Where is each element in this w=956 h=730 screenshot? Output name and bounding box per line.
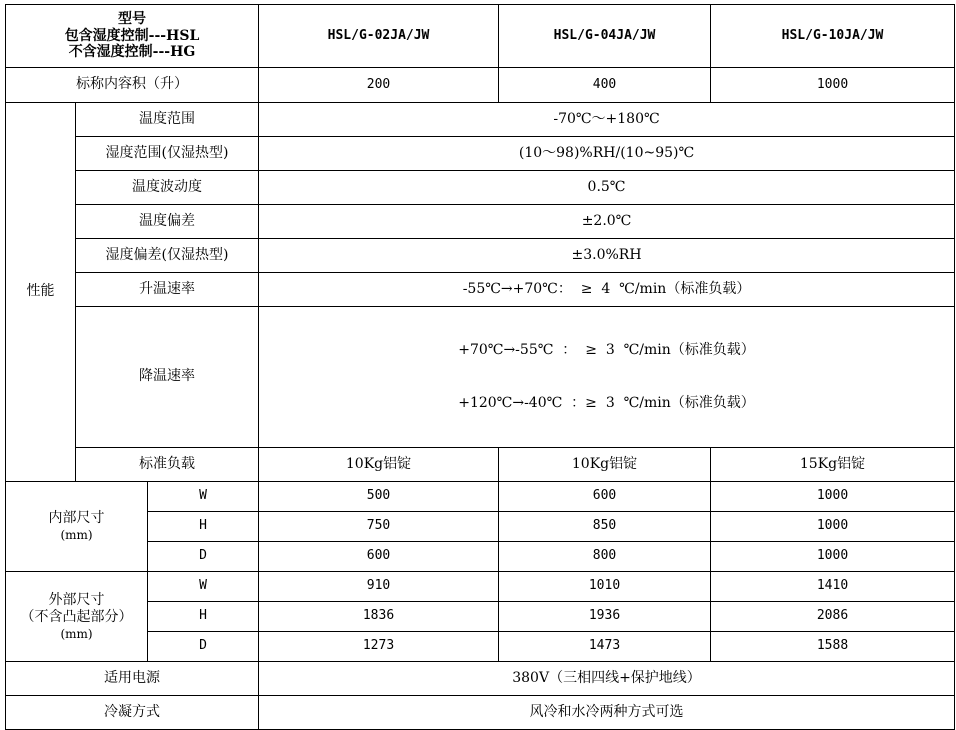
- cool-rate-row: [6, 307, 955, 448]
- outer-dim-key: H: [148, 602, 259, 632]
- outer-h-row: [6, 602, 955, 632]
- outer-dim-key: D: [148, 632, 259, 662]
- std-load-value-2: 10Kg铝锭: [499, 448, 711, 482]
- std-load-row: [6, 448, 955, 482]
- std-load-value-3: 15Kg铝锭: [711, 448, 955, 482]
- outer-value: 2086: [711, 602, 955, 632]
- outer-value: 1588: [711, 632, 955, 662]
- temp-fluct-value: 0.5℃: [259, 171, 955, 205]
- header-row: [6, 5, 955, 68]
- cool-rate-value: [259, 307, 955, 448]
- cool-rate-label: 降温速率: [76, 307, 259, 448]
- inner-dim-unit: (mm): [60, 527, 93, 542]
- volume-value-1: 200: [259, 68, 499, 103]
- outer-value: 1936: [499, 602, 711, 632]
- humid-range-row: [6, 137, 955, 171]
- outer-dim-label-cell: [6, 572, 148, 662]
- model-1: HSL/G-02JA/JW: [259, 5, 499, 68]
- model-2: HSL/G-04JA/JW: [499, 5, 711, 68]
- outer-value: 1273: [259, 632, 499, 662]
- humid-dev-value: ±3.0%RH: [259, 239, 955, 273]
- volume-value-3: 1000: [711, 68, 955, 103]
- cool-rate-line-2: +120℃→-40℃ ：≥ 3 ℃/min（标准负载）: [458, 394, 755, 411]
- outer-d-row: [6, 632, 955, 662]
- power-label: 适用电源: [6, 662, 259, 696]
- header-label-line-1: 型号: [118, 10, 146, 27]
- volume-value-2: 400: [499, 68, 711, 103]
- inner-h-row: [6, 512, 955, 542]
- inner-dim-label: 内部尺寸: [48, 510, 105, 527]
- inner-value: 1000: [711, 482, 955, 512]
- heat-rate-row: [6, 273, 955, 307]
- inner-value: 600: [259, 542, 499, 572]
- cooling-value: 风冷和水冷两种方式可选: [259, 696, 955, 730]
- outer-value: 1410: [711, 572, 955, 602]
- heat-rate-label: 升温速率: [76, 273, 259, 307]
- outer-value: 1473: [499, 632, 711, 662]
- temp-fluct-row: [6, 171, 955, 205]
- heat-rate-value: -55℃→+70℃： ≥ 4 ℃/min（标准负载）: [259, 273, 955, 307]
- outer-value: 1836: [259, 602, 499, 632]
- inner-value: 1000: [711, 542, 955, 572]
- outer-value: 1010: [499, 572, 711, 602]
- outer-dim-unit: (mm): [60, 626, 93, 641]
- performance-group-label: 性能: [6, 103, 76, 482]
- outer-dim-key: W: [148, 572, 259, 602]
- inner-dim-label-cell: [6, 482, 148, 572]
- volume-row: [6, 68, 955, 103]
- outer-dim-note: （不含凸起部分）: [20, 609, 133, 625]
- humid-range-label: 湿度范围(仅湿热型): [76, 137, 259, 171]
- temp-range-value: -70℃～+180℃: [259, 103, 955, 137]
- std-load-label: 标准负载: [76, 448, 259, 482]
- temp-range-label: 温度范围: [76, 103, 259, 137]
- temp-dev-row: [6, 205, 955, 239]
- cool-rate-line-1: +70℃→-55℃ ： ≥ 3 ℃/min（标准负载）: [458, 342, 755, 358]
- inner-value: 500: [259, 482, 499, 512]
- temp-range-row: [6, 103, 955, 137]
- outer-dim-label: 外部尺寸: [48, 591, 105, 608]
- cooling-label: 冷凝方式: [6, 696, 259, 730]
- temp-dev-label: 温度偏差: [76, 205, 259, 239]
- volume-label: 标称内容积（升）: [6, 68, 259, 103]
- spec-table: [5, 4, 955, 730]
- inner-value: 750: [259, 512, 499, 542]
- model-3: HSL/G-10JA/JW: [711, 5, 955, 68]
- inner-value: 1000: [711, 512, 955, 542]
- inner-d-row: [6, 542, 955, 572]
- inner-value: 850: [499, 512, 711, 542]
- inner-value: 600: [499, 482, 711, 512]
- humid-dev-label: 湿度偏差(仅湿热型): [76, 239, 259, 273]
- header-label-cell: [6, 5, 259, 68]
- temp-dev-value: ±2.0℃: [259, 205, 955, 239]
- power-value: 380V（三相四线+保护地线）: [259, 662, 955, 696]
- outer-value: 910: [259, 572, 499, 602]
- inner-w-row: [6, 482, 955, 512]
- inner-dim-key: D: [148, 542, 259, 572]
- humid-range-value: (10～98)%RH/(10~95)℃: [259, 137, 955, 171]
- inner-dim-key: H: [148, 512, 259, 542]
- inner-dim-key: W: [148, 482, 259, 512]
- header-label-line-2: 包含湿度控制---HSL: [64, 27, 200, 44]
- header-label-line-3: 不含湿度控制---HG: [68, 44, 196, 61]
- outer-w-row: [6, 572, 955, 602]
- cooling-row: [6, 696, 955, 730]
- power-row: [6, 662, 955, 696]
- inner-value: 800: [499, 542, 711, 572]
- humid-dev-row: [6, 239, 955, 273]
- temp-fluct-label: 温度波动度: [76, 171, 259, 205]
- std-load-value-1: 10Kg铝锭: [259, 448, 499, 482]
